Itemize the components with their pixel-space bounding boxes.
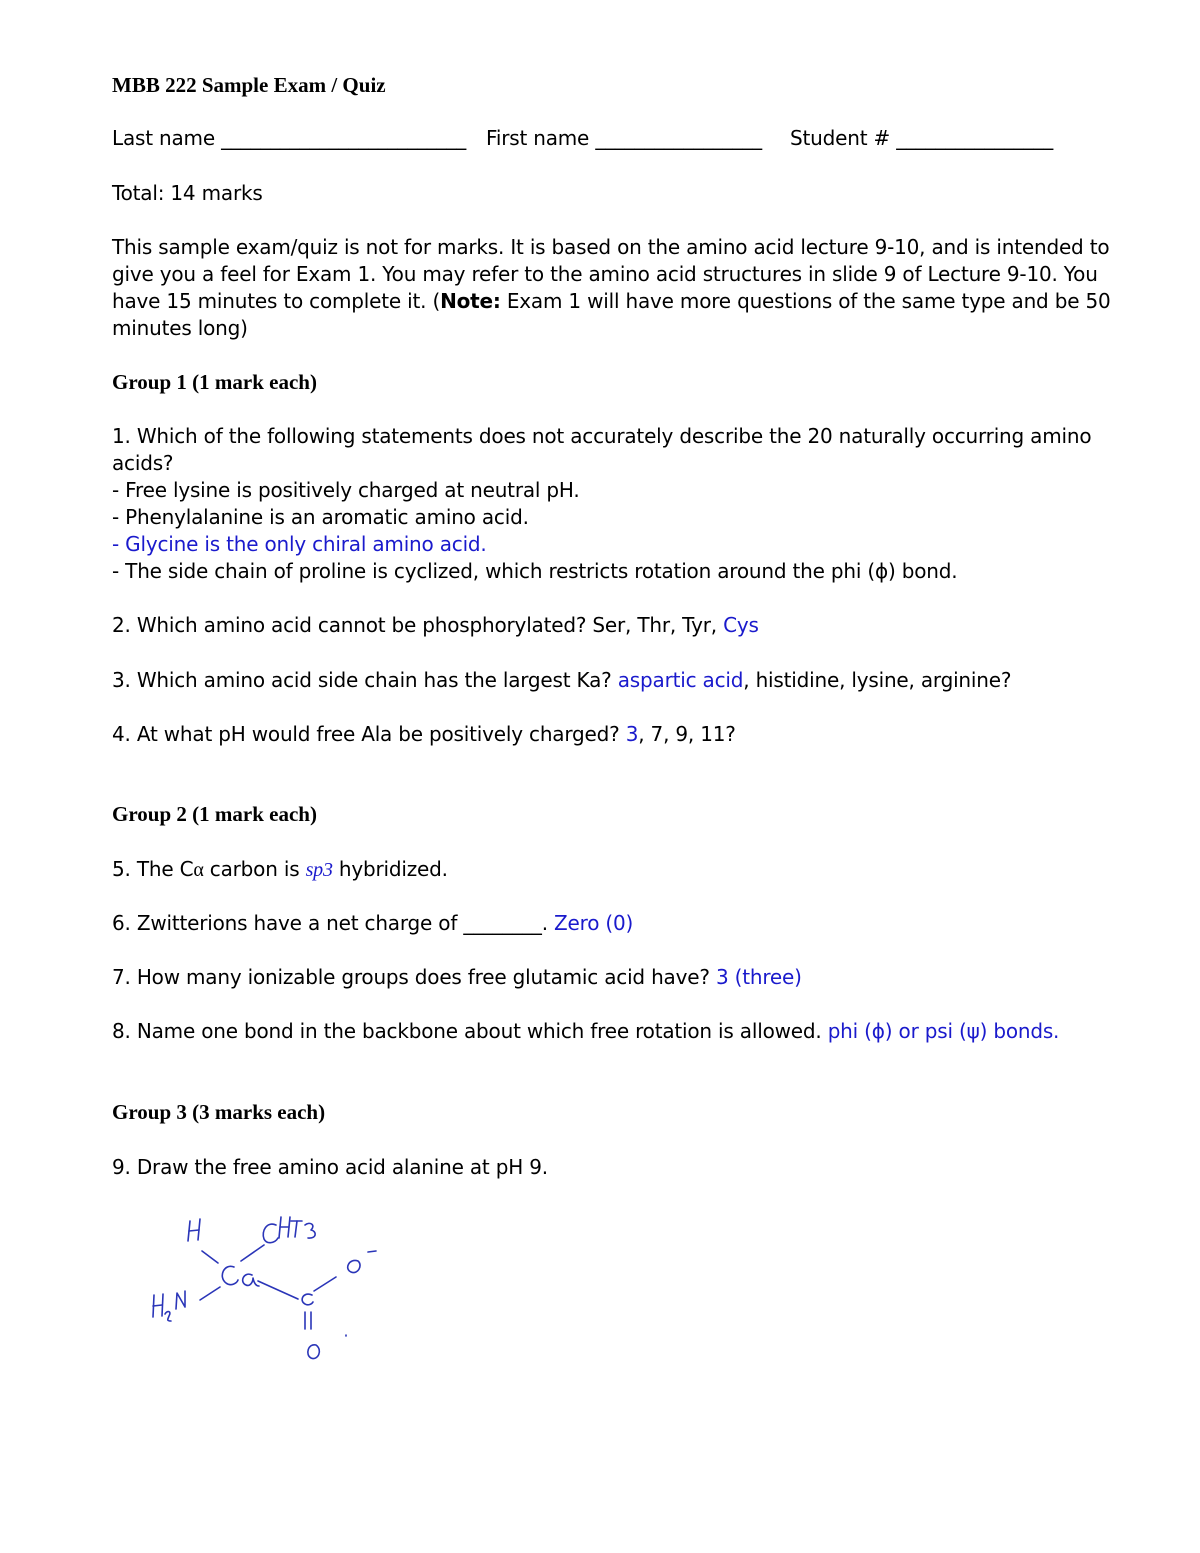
h-label bbox=[188, 1219, 200, 1241]
question-9: 9. Draw the free amino acid alanine at pH 9. bbox=[112, 1155, 548, 1179]
question-6 bbox=[112, 910, 633, 937]
question-8-text: 8. Name one bond in the backbone about which free rotation is allowed. bbox=[112, 1019, 828, 1043]
intro-note-label: Note: bbox=[440, 289, 501, 313]
c-label bbox=[302, 1294, 313, 1305]
question-3 bbox=[112, 667, 1011, 694]
c-alpha-label bbox=[222, 1266, 259, 1286]
intro-line-3-end: Exam 1 will have more questions of the same type and be 50 bbox=[500, 289, 1111, 313]
question-7-text: 7. How many ionizable groups does free glutamic acid have? bbox=[112, 965, 716, 989]
question-4-answer: 3 bbox=[625, 722, 639, 746]
bond-c-ominus bbox=[314, 1277, 336, 1291]
alanine-structure-drawing bbox=[140, 1205, 400, 1370]
question-2-answer: Cys bbox=[723, 613, 759, 637]
question-2-text: 2. Which amino acid cannot be phosphorylated? Ser, Thr, Tyr, bbox=[112, 613, 724, 637]
question-5-end: hybridized. bbox=[332, 857, 448, 881]
intro-line-3-start: have 15 minutes to complete it. ( bbox=[112, 289, 441, 313]
question-1-option: - The side chain of proline is cyclized, which restricts rotation around the phi (ϕ) bond. bbox=[112, 559, 958, 583]
question-2 bbox=[112, 612, 759, 639]
question-1-option: - Phenylalanine is an aromatic amino acid. bbox=[112, 505, 529, 529]
group-2-heading: Group 2 (1 mark each) bbox=[112, 802, 317, 826]
alpha-symbol: α bbox=[193, 859, 204, 881]
bond-ca-c bbox=[258, 1281, 298, 1299]
question-1-option: - Free lysine is positively charged at neutral pH. bbox=[112, 478, 580, 502]
question-7 bbox=[112, 964, 802, 991]
question-4 bbox=[112, 721, 736, 748]
o-minus-label bbox=[348, 1251, 376, 1273]
total-marks: Total: 14 marks bbox=[112, 181, 263, 205]
intro-line-3 bbox=[112, 288, 1111, 315]
question-8-answer: phi (ϕ) or psi (ψ) bonds. bbox=[827, 1019, 1060, 1043]
question-6-text: 6. Zwitterions have a net charge of ________. bbox=[112, 911, 555, 935]
student-number-field: Student # ________________ bbox=[790, 126, 1054, 150]
group-1-heading: Group 1 (1 mark each) bbox=[112, 370, 317, 394]
intro-line-1: This sample exam/quiz is not for marks. It is based on the amino acid lecture 9-10, and is intended to bbox=[112, 235, 1110, 259]
question-7-answer: 3 (three) bbox=[715, 965, 802, 989]
question-3-text: 3. Which amino acid side chain has the largest Ka? bbox=[112, 668, 618, 692]
last-name-field: Last name _________________________ bbox=[112, 126, 467, 150]
question-3-answer: aspartic acid bbox=[617, 668, 744, 692]
question-1-line-2: acids? bbox=[112, 451, 174, 475]
bond-ch3-ca bbox=[241, 1245, 264, 1261]
bond-h2n-ca bbox=[200, 1287, 220, 1300]
question-8 bbox=[112, 1018, 1059, 1045]
question-3-rest: , histidine, lysine, arginine? bbox=[743, 668, 1012, 692]
question-6-answer: Zero (0) bbox=[554, 911, 634, 935]
question-1-line-1: 1. Which of the following statements does not accurately describe the 20 naturally occurring amino bbox=[112, 424, 1092, 448]
intro-line-4: minutes long) bbox=[112, 316, 248, 340]
question-4-rest: , 7, 9, 11? bbox=[638, 722, 736, 746]
question-5-answer: sp3 bbox=[305, 859, 333, 881]
page-title: MBB 222 Sample Exam / Quiz bbox=[112, 73, 386, 97]
question-4-text: 4. At what pH would free Ala be positively charged? bbox=[112, 722, 626, 746]
bond-h-ca bbox=[202, 1251, 218, 1263]
intro-line-2: give you a feel for Exam 1. You may refer to the amino acid structures in slide 9 of Lecture 9-10. You bbox=[112, 262, 1098, 286]
question-5-mid: carbon is bbox=[203, 857, 306, 881]
first-name-field: First name _________________ bbox=[486, 126, 762, 150]
o-label bbox=[308, 1345, 320, 1359]
question-1-answer-option: - Glycine is the only chiral amino acid. bbox=[112, 532, 487, 556]
h2n-label bbox=[153, 1291, 185, 1321]
question-5 bbox=[112, 856, 448, 884]
question-5-text: 5. The C bbox=[112, 857, 194, 881]
ch3-label bbox=[263, 1217, 315, 1243]
group-3-heading: Group 3 (3 marks each) bbox=[112, 1100, 326, 1124]
